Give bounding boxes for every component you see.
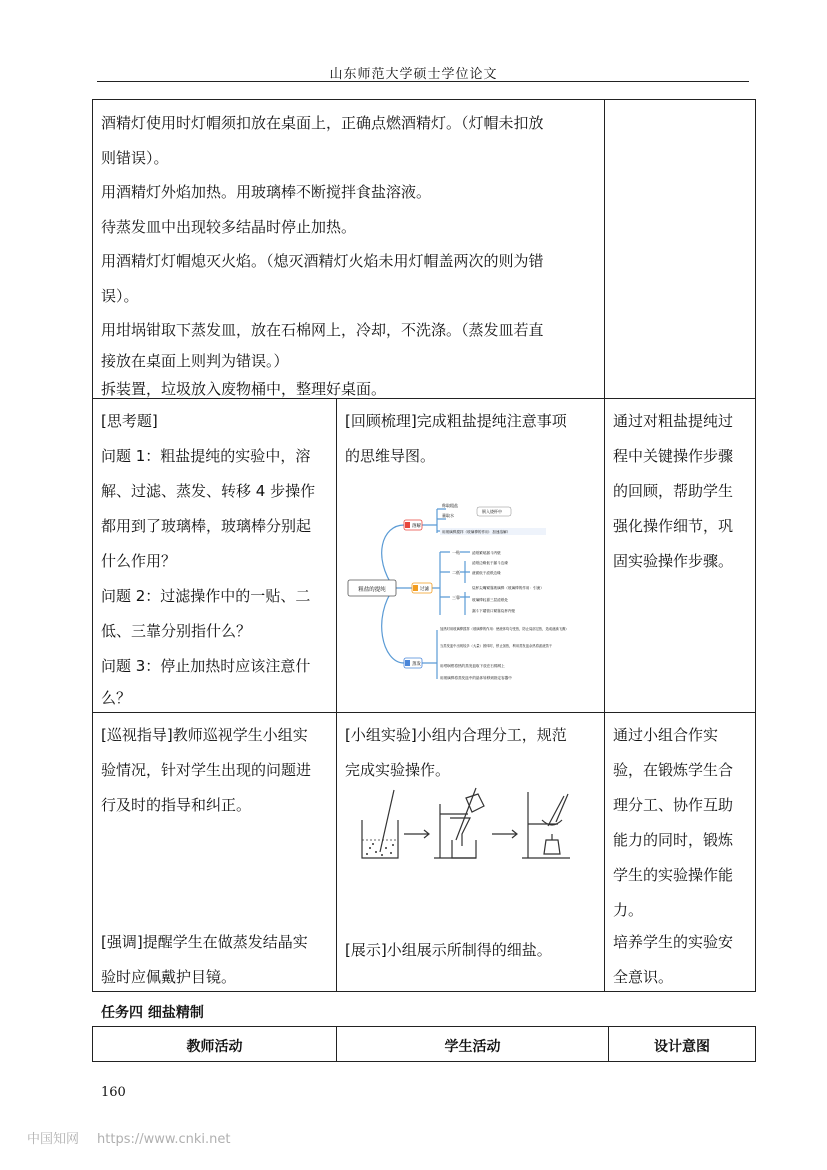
text-line: 酒精灯使用时灯帽须扣放在桌面上，正确点燃酒精灯。（灯帽未扣放	[101, 114, 544, 132]
text-line: 用酒精灯外焰加热。用玻璃棒不断搅拌食盐溶液。	[101, 183, 432, 201]
text-line: 通过对粗盐提纯过	[613, 412, 734, 430]
column-header-teacher: 教师活动	[186, 1039, 243, 1055]
mind-map-sub-label: 三靠	[452, 595, 460, 600]
text-line: [思考题]	[101, 412, 158, 430]
section-heading: 任务四 细盐精制	[101, 1005, 204, 1021]
text-line: 验，在锻炼学生合	[613, 761, 734, 779]
text-line: 用酒精灯灯帽熄灭火焰。（熄灭酒精灯火焰未用灯帽盖两次的则为错	[101, 252, 544, 270]
text-line: 的回顾，帮助学生	[613, 482, 734, 500]
text-line: [巡视指导]教师巡视学生小组实	[101, 726, 308, 744]
text-line: 则错误）。	[101, 148, 169, 167]
mind-map-item: 用玻璃棒搅拌（玻璃棒的作用：加速溶解）	[442, 530, 511, 534]
mind-map-figure	[342, 497, 602, 689]
text-line: 问题 2：过滤操作中的一贴、二	[101, 587, 311, 605]
design-intent-safety	[613, 925, 755, 995]
text-line: 验情况，针对学生出现的问题进	[101, 761, 312, 779]
mind-map-item: 当蒸发皿中出现较多（大量）固体时，停止加热，利用蒸发皿余热将滤液蒸干	[440, 644, 553, 648]
mind-map-item: 用玻璃棒将蒸发皿中的晶体转移到指定容器中	[440, 676, 512, 680]
mind-map-item: 用坩埚钳将热的蒸发皿取下放在石棉网上	[440, 664, 505, 668]
text-line: 拆装置，垃圾放入废物桶中，整理好桌面。	[101, 379, 387, 398]
mind-map-item: 滤纸紧贴漏斗内壁	[472, 551, 501, 555]
mind-map-sub-label: 二低	[452, 570, 460, 575]
text-line: 的思维导图。	[345, 447, 436, 465]
text-line: 行及时的指导和纠正。	[101, 796, 252, 814]
mind-map-note: 倒入烧杯中	[482, 509, 502, 514]
text-line: 理分工、协作互助	[613, 796, 734, 814]
text-line: [强调]提醒学生在做蒸发结晶实	[101, 933, 308, 951]
brand-text: 中国知网	[27, 1132, 80, 1147]
mind-map-root-label: 粗盐的提纯	[358, 587, 386, 593]
text-line: 强化操作细节，巩	[613, 517, 734, 535]
text-line: 程中关键操作步骤	[613, 447, 734, 465]
text-line: 问题 1：粗盐提纯的实验中，溶	[101, 447, 311, 465]
text-line: 固实验操作步骤。	[613, 552, 734, 570]
table-row-1-design-cell	[604, 99, 756, 399]
mind-map-branch-label: 溶解	[412, 524, 421, 529]
text-line: 验时应佩戴护目镜。	[101, 968, 237, 986]
patrol-guidance-text	[101, 718, 333, 823]
display-salt-text	[345, 933, 603, 968]
text-line: 培养学生的实验安	[613, 933, 734, 951]
mind-map-item: 烧杯尖嘴紧靠玻璃棒（玻璃棒的作用：引流）	[472, 586, 544, 590]
text-line: 用坩埚钳取下蒸发皿，放在石棉网上，冷却，不洗涤。（蒸发皿若直	[101, 321, 544, 339]
text-line: 学生的实验操作能	[613, 866, 734, 884]
text-line: 低、三靠分别指什么？	[101, 622, 252, 640]
mind-map-item: 玻璃棒轻靠三层滤纸处	[472, 598, 508, 602]
text-line: 待蒸发皿中出现较多结晶时停止加热。	[101, 217, 357, 236]
text-line: 通过小组合作实	[613, 726, 719, 744]
text-line: 力。	[613, 901, 644, 919]
text-line: 问题 3：停止加热时应该注意什	[101, 657, 311, 675]
thinking-questions	[101, 404, 333, 712]
review-task-text	[345, 404, 603, 474]
text-line: 接放在桌面上则判为错误。）	[101, 351, 289, 370]
text-line: 完成实验操作。	[345, 761, 451, 779]
text-line: 解、过滤、蒸发、转移 4 步操作	[101, 482, 316, 500]
mind-map-item: 液面低于滤纸边缘	[472, 571, 501, 575]
text-line: 能力的同时，锻炼	[613, 831, 734, 849]
column-header-student: 学生活动	[444, 1039, 501, 1055]
mind-map-sub-label: 一贴	[452, 550, 460, 555]
header-rule	[97, 81, 749, 82]
group-experiment-text	[345, 718, 603, 788]
safety-emphasis-text	[101, 925, 333, 995]
operation-steps-text	[101, 106, 601, 403]
text-line: 全意识。	[613, 968, 674, 986]
experiment-apparatus-figure	[358, 782, 586, 862]
mind-map-item: 滤纸边缘低于漏斗边缘	[472, 561, 508, 565]
text-line: 么？	[101, 689, 132, 707]
mind-map-item: 称取粗盐	[442, 503, 458, 508]
page-number: 160	[101, 1085, 126, 1100]
mind-map-item: 漏斗下端管口紧靠烧杯内壁	[472, 609, 516, 613]
text-line: [小组实验]小组内合理分工，规范	[345, 726, 567, 744]
watermark-footer	[27, 1128, 230, 1147]
running-header: 山东师范大学硕士学位论文	[329, 67, 498, 82]
text-line: 误）。	[101, 286, 139, 305]
mind-map-item: 量取水	[442, 513, 454, 518]
mind-map-item: 加热时用玻璃棒搅拌（玻璃棒的作用：使液体均匀受热，防止局部过热，造成液滴飞溅）	[440, 627, 569, 631]
text-line: [回顾梳理]完成粗盐提纯注意事项	[345, 412, 567, 430]
text-line: 都用到了玻璃棒，玻璃棒分别起	[101, 517, 312, 535]
design-intent-teamwork	[613, 718, 755, 928]
site-url: https://www.cnki.net	[97, 1132, 231, 1147]
mind-map-branch-label: 过滤	[420, 587, 429, 592]
design-intent-review	[613, 404, 755, 579]
text-line: [展示]小组展示所制得的细盐。	[345, 941, 552, 959]
text-line: 什么作用？	[101, 552, 177, 570]
mind-map-branch-label: 蒸发	[412, 662, 421, 667]
column-header-design: 设计意图	[654, 1039, 710, 1055]
